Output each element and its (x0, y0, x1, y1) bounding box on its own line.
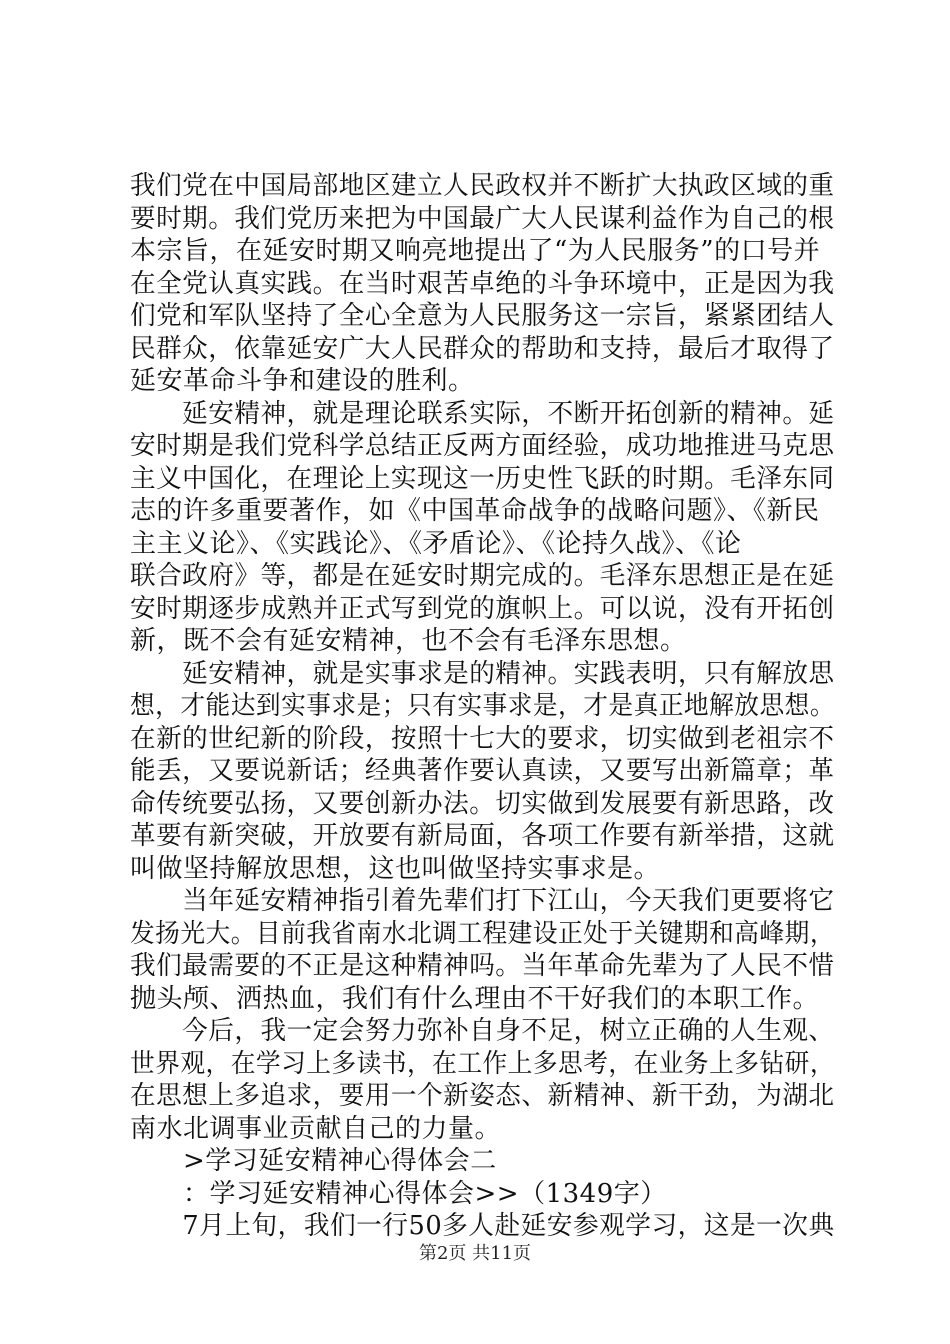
text-line: 我们最需要的不正是这种精神吗。当年革命先辈为了人民不惜 (130, 951, 835, 981)
text-line: 延安精神，就是理论联系实际，不断开拓创新的精神。延 (130, 398, 835, 429)
text-line: 民群众，依靠延安广大人民群众的帮助和支持，最后才取得了 (130, 333, 835, 364)
text-line: 主义中国化，在理论上实现这一历史性飞跃的时期。毛泽东同 (130, 463, 835, 494)
text-line: 本宗旨，在延安时期又响亮地提出了“为人民服务”的口号并 (130, 236, 821, 266)
text-line: 在思想上多追求，要用一个新姿态、新精神、新干劲，为湖北 (130, 1081, 835, 1111)
text-line: 安时期是我们党科学总结正反两方面经验，成功地推进马克思 (130, 431, 835, 461)
text-line: 7月上旬，我们一行50多人赴延安参观学习，这是一次典 (130, 1211, 835, 1241)
text-line: 革要有新突破，开放要有新局面，各项工作要有新举措，这就 (130, 821, 835, 851)
text-line: 命传统要弘扬，又要创新办法。切实做到发展要有新思路，改 (130, 788, 835, 819)
text-line: 发扬光大。目前我省南水北调工程建设正处于关键期和高峰期， (130, 918, 836, 949)
text-line: 想，才能达到实事求是；只有实事求是，才是真正地解放思想。 (130, 691, 836, 721)
text-line: ：学习延安精神心得体会>>（1349字） (130, 1178, 667, 1209)
text-line: 在新的世纪新的阶段，按照十七大的要求，切实做到老祖宗不 (130, 723, 835, 754)
text-line: 能丢，又要说新话；经典著作要认真读，又要写出新篇章；革 (130, 756, 835, 786)
text-line: 延安革命斗争和建设的胜利。 (130, 366, 475, 396)
text-line: 叫做坚持解放思想，这也叫做坚持实事求是。 (130, 853, 661, 884)
text-line: >学习延安精神心得体会二 (130, 1146, 497, 1176)
text-line: 南水北调事业贡献自己的力量。 (130, 1113, 502, 1144)
text-line: 主主义论》、《实践论》、《矛盾论》、《论持久战》、《论 (130, 528, 742, 559)
text-line: 们党和军队坚持了全心全意为人民服务这一宗旨，紧紧团结人 (130, 301, 835, 331)
page-number-footer: 第2页 共11页 (418, 1243, 532, 1264)
text-line: 延安精神，就是实事求是的精神。实践表明，只有解放思 (130, 658, 835, 689)
text-line: 今后，我一定会努力弥补自身不足，树立正确的人生观、 (130, 1016, 835, 1046)
text-line: 世界观，在学习上多读书，在工作上多思考，在业务上多钻研， (130, 1048, 836, 1079)
text-line: 安时期逐步成熟并正式写到党的旗帜上。可以说，没有开拓创 (130, 593, 835, 624)
text-line: 我们党在中国局部地区建立人民政权并不断扩大执政区域的重 (130, 171, 835, 201)
text-line: 志的许多重要著作，如《中国革命战争的战略问题》、《新民 (130, 496, 820, 526)
text-line: 要时期。我们党历来把为中国最广大人民谋利益作为自己的根 (130, 203, 835, 234)
text-line: 联合政府》等，都是在延安时期完成的。毛泽东思想正是在延 (130, 561, 835, 591)
text-line: 新，既不会有延安精神，也不会有毛泽东思想。 (130, 626, 687, 656)
text-line: 在全党认真实践。在当时艰苦卓绝的斗争环境中，正是因为我 (130, 268, 835, 299)
body-text (130, 170, 836, 1243)
text-line: 抛头颅、洒热血，我们有什么理由不干好我们的本职工作。 (130, 983, 820, 1014)
text-line: 当年延安精神指引着先辈们打下江山，今天我们更要将它 (130, 886, 835, 916)
